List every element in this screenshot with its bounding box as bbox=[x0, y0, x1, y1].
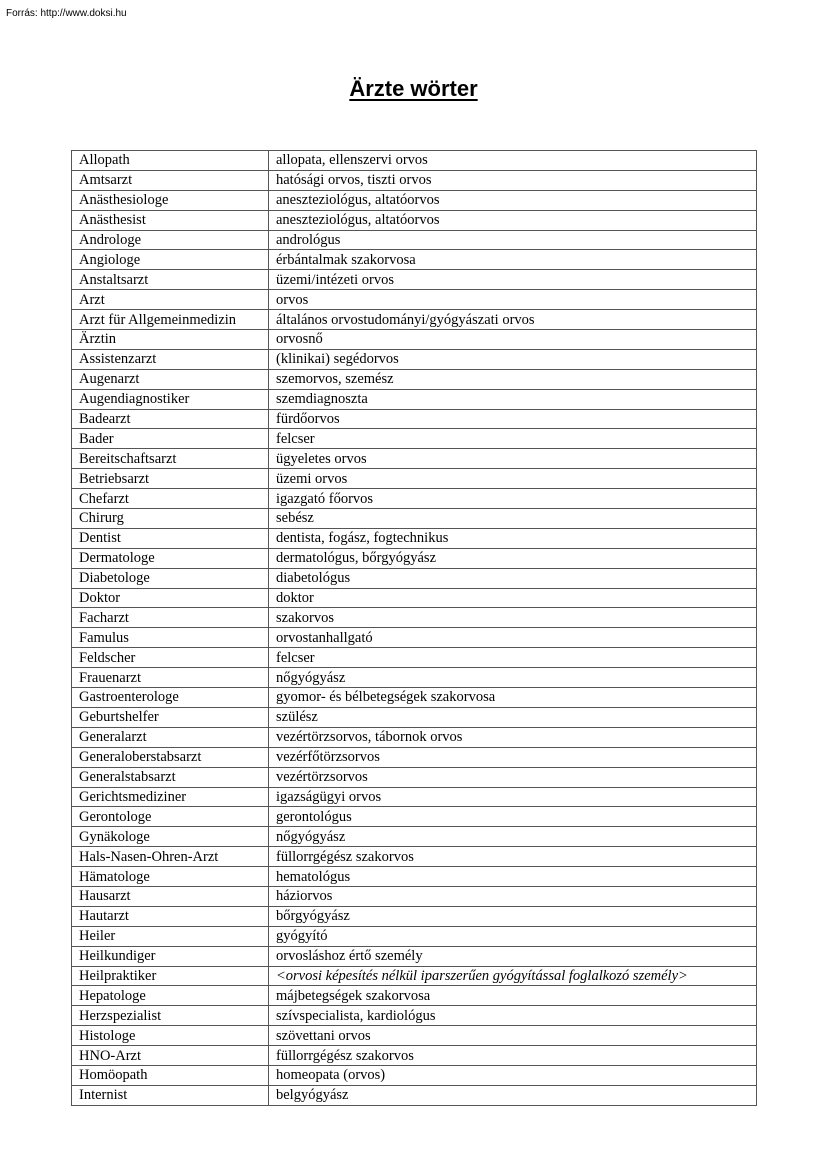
table-row bbox=[72, 151, 757, 171]
german-term: Generalarzt bbox=[72, 727, 269, 747]
german-term: Bereitschaftsarzt bbox=[72, 449, 269, 469]
hungarian-translation: orvosnő bbox=[269, 330, 757, 350]
hungarian-translation: fürdőorvos bbox=[269, 409, 757, 429]
table-row bbox=[72, 290, 757, 310]
german-term: Generalstabsarzt bbox=[72, 767, 269, 787]
hungarian-translation: allopata, ellenszervi orvos bbox=[269, 151, 757, 171]
german-term: Homöopath bbox=[72, 1065, 269, 1085]
german-term: Famulus bbox=[72, 628, 269, 648]
table-row bbox=[72, 747, 757, 767]
hungarian-translation: orvos bbox=[269, 290, 757, 310]
german-term: Hepatologe bbox=[72, 986, 269, 1006]
german-term: Androloge bbox=[72, 230, 269, 250]
german-term: Anstaltsarzt bbox=[72, 270, 269, 290]
german-term: Bader bbox=[72, 429, 269, 449]
hungarian-translation: vezértörzsorvos, tábornok orvos bbox=[269, 727, 757, 747]
german-term: Augendiagnostiker bbox=[72, 389, 269, 409]
table-row bbox=[72, 1046, 757, 1066]
german-term: Geburtshelfer bbox=[72, 707, 269, 727]
table-row bbox=[72, 230, 757, 250]
german-term: Amtsarzt bbox=[72, 170, 269, 190]
table-row bbox=[72, 330, 757, 350]
hungarian-translation: orvosláshoz értő személy bbox=[269, 946, 757, 966]
hungarian-translation: sebész bbox=[269, 509, 757, 529]
german-term: Betriebsarzt bbox=[72, 469, 269, 489]
german-term: Feldscher bbox=[72, 648, 269, 668]
table-row bbox=[72, 986, 757, 1006]
hungarian-translation: üzemi orvos bbox=[269, 469, 757, 489]
table-row bbox=[72, 409, 757, 429]
table-row bbox=[72, 349, 757, 369]
table-row bbox=[72, 1006, 757, 1026]
hungarian-translation: dermatológus, bőrgyógyász bbox=[269, 548, 757, 568]
hungarian-translation: általános orvostudományi/gyógyászati orvos bbox=[269, 310, 757, 330]
german-term: Doktor bbox=[72, 588, 269, 608]
table-row bbox=[72, 190, 757, 210]
german-term: Dermatologe bbox=[72, 548, 269, 568]
table-row bbox=[72, 270, 757, 290]
table-row bbox=[72, 628, 757, 648]
hungarian-translation: felcser bbox=[269, 648, 757, 668]
german-term: Augenarzt bbox=[72, 369, 269, 389]
table-row bbox=[72, 548, 757, 568]
german-term: Hautarzt bbox=[72, 906, 269, 926]
hungarian-translation: hatósági orvos, tiszti orvos bbox=[269, 170, 757, 190]
german-term: Frauenarzt bbox=[72, 668, 269, 688]
hungarian-translation: igazságügyi orvos bbox=[269, 787, 757, 807]
german-term: Ärztin bbox=[72, 330, 269, 350]
table-row bbox=[72, 867, 757, 887]
hungarian-translation: <orvosi képesítés nélkül iparszerűen gyógyítással foglalkozó személy> bbox=[269, 966, 757, 986]
hungarian-translation: diabetológus bbox=[269, 568, 757, 588]
source-note: Forrás: http://www.doksi.hu bbox=[6, 8, 127, 19]
table-row bbox=[72, 966, 757, 986]
hungarian-translation: szemdiagnoszta bbox=[269, 389, 757, 409]
table-row bbox=[72, 707, 757, 727]
table-row bbox=[72, 429, 757, 449]
hungarian-translation: gyógyító bbox=[269, 926, 757, 946]
hungarian-translation: vezértörzsorvos bbox=[269, 767, 757, 787]
german-term: Internist bbox=[72, 1085, 269, 1105]
table-row bbox=[72, 449, 757, 469]
table-row bbox=[72, 648, 757, 668]
table-row bbox=[72, 1065, 757, 1085]
glossary-body bbox=[72, 151, 757, 1106]
hungarian-translation: érbántalmak szakorvosa bbox=[269, 250, 757, 270]
hungarian-translation: igazgató főorvos bbox=[269, 489, 757, 509]
german-term: Hämatologe bbox=[72, 867, 269, 887]
german-term: Chefarzt bbox=[72, 489, 269, 509]
table-row bbox=[72, 509, 757, 529]
hungarian-translation: füllorrgégész szakorvos bbox=[269, 847, 757, 867]
hungarian-translation: orvostanhallgató bbox=[269, 628, 757, 648]
german-term: Histologe bbox=[72, 1026, 269, 1046]
table-row bbox=[72, 1085, 757, 1105]
hungarian-translation: szívspecialista, kardiológus bbox=[269, 1006, 757, 1026]
table-row bbox=[72, 528, 757, 548]
hungarian-translation: nőgyógyász bbox=[269, 668, 757, 688]
german-term: Assistenzarzt bbox=[72, 349, 269, 369]
table-row bbox=[72, 369, 757, 389]
table-row bbox=[72, 608, 757, 628]
table-row bbox=[72, 926, 757, 946]
hungarian-translation: dentista, fogász, fogtechnikus bbox=[269, 528, 757, 548]
hungarian-translation: szülész bbox=[269, 707, 757, 727]
hungarian-translation: szemorvos, szemész bbox=[269, 369, 757, 389]
german-term: Hausarzt bbox=[72, 886, 269, 906]
hungarian-translation: aneszteziológus, altatóorvos bbox=[269, 190, 757, 210]
hungarian-translation: andrológus bbox=[269, 230, 757, 250]
hungarian-translation: nőgyógyász bbox=[269, 827, 757, 847]
table-row bbox=[72, 588, 757, 608]
hungarian-translation: gyomor- és bélbetegségek szakorvosa bbox=[269, 688, 757, 708]
german-term: Badearzt bbox=[72, 409, 269, 429]
table-row bbox=[72, 847, 757, 867]
hungarian-translation: vezérfőtörzsorvos bbox=[269, 747, 757, 767]
table-row bbox=[72, 469, 757, 489]
hungarian-translation: homeopata (orvos) bbox=[269, 1065, 757, 1085]
hungarian-translation: üzemi/intézeti orvos bbox=[269, 270, 757, 290]
german-term: Anästhesiologe bbox=[72, 190, 269, 210]
german-term: Arzt bbox=[72, 290, 269, 310]
german-term: Dentist bbox=[72, 528, 269, 548]
german-term: Herzspezialist bbox=[72, 1006, 269, 1026]
table-row bbox=[72, 906, 757, 926]
table-row bbox=[72, 688, 757, 708]
german-term: Heilkundiger bbox=[72, 946, 269, 966]
table-row bbox=[72, 787, 757, 807]
german-term: HNO-Arzt bbox=[72, 1046, 269, 1066]
german-term: Angiologe bbox=[72, 250, 269, 270]
table-row bbox=[72, 727, 757, 747]
table-row bbox=[72, 668, 757, 688]
table-row bbox=[72, 210, 757, 230]
table-row bbox=[72, 1026, 757, 1046]
german-term: Gastroenterologe bbox=[72, 688, 269, 708]
hungarian-translation: belgyógyász bbox=[269, 1085, 757, 1105]
table-row bbox=[72, 310, 757, 330]
german-term: Chirurg bbox=[72, 509, 269, 529]
german-term: Facharzt bbox=[72, 608, 269, 628]
hungarian-translation: felcser bbox=[269, 429, 757, 449]
hungarian-translation: májbetegségek szakorvosa bbox=[269, 986, 757, 1006]
german-term: Arzt für Allgemeinmedizin bbox=[72, 310, 269, 330]
hungarian-translation: szövettani orvos bbox=[269, 1026, 757, 1046]
german-term: Gynäkologe bbox=[72, 827, 269, 847]
hungarian-translation: füllorrgégész szakorvos bbox=[269, 1046, 757, 1066]
table-row bbox=[72, 389, 757, 409]
hungarian-translation: bőrgyógyász bbox=[269, 906, 757, 926]
hungarian-translation: háziorvos bbox=[269, 886, 757, 906]
german-term: Anästhesist bbox=[72, 210, 269, 230]
german-term: Diabetologe bbox=[72, 568, 269, 588]
glossary-table bbox=[71, 150, 757, 1106]
table-row bbox=[72, 767, 757, 787]
table-row bbox=[72, 250, 757, 270]
german-term: Allopath bbox=[72, 151, 269, 171]
hungarian-translation: (klinikai) segédorvos bbox=[269, 349, 757, 369]
german-term: Hals-Nasen-Ohren-Arzt bbox=[72, 847, 269, 867]
hungarian-translation: doktor bbox=[269, 588, 757, 608]
german-term: Heiler bbox=[72, 926, 269, 946]
hungarian-translation: gerontológus bbox=[269, 807, 757, 827]
table-row bbox=[72, 827, 757, 847]
hungarian-translation: ügyeletes orvos bbox=[269, 449, 757, 469]
table-row bbox=[72, 568, 757, 588]
table-row bbox=[72, 946, 757, 966]
table-row bbox=[72, 886, 757, 906]
table-row bbox=[72, 170, 757, 190]
table-row bbox=[72, 489, 757, 509]
hungarian-translation: hematológus bbox=[269, 867, 757, 887]
german-term: Generaloberstabsarzt bbox=[72, 747, 269, 767]
table-row bbox=[72, 807, 757, 827]
hungarian-translation: aneszteziológus, altatóorvos bbox=[269, 210, 757, 230]
german-term: Gerontologe bbox=[72, 807, 269, 827]
german-term: Heilpraktiker bbox=[72, 966, 269, 986]
german-term: Gerichtsmediziner bbox=[72, 787, 269, 807]
hungarian-translation: szakorvos bbox=[269, 608, 757, 628]
page-title: Ärzte wörter bbox=[349, 76, 478, 101]
